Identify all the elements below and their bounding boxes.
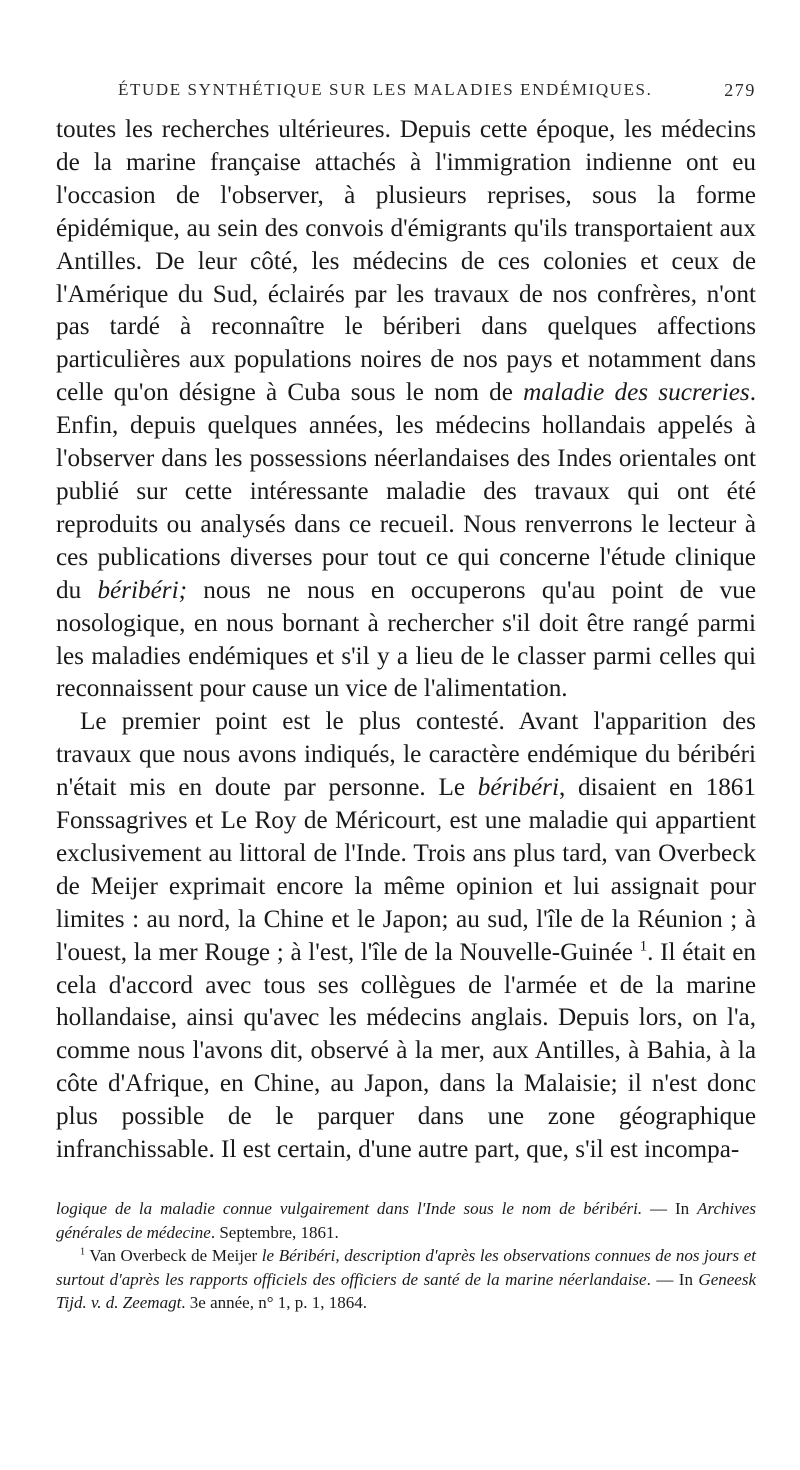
footnote-1-text-b: . 3e année, n° 1, p. 1, 1864. xyxy=(181,1293,368,1313)
paragraph-1-text-c: nous ne nous en occuperons qu'au point de vue nosologique, en nous bornant à rechercher s'il doit être rangé parmi les maladies endémiques et s'il y a lieu de le classer parmi celles qui reconnaissent pour cause un vice de l'alimentation. xyxy=(56,576,757,703)
footnote-1-author: Van Overbeck de Meijer xyxy=(85,1246,262,1266)
paragraph-2-text-c: . Il était en cela d'accord avec tous ses collègues de l'armée et de la marine hollandaise, ainsi qu'avec les médecins anglais. Depuis lors, on l'a, comme nous l'avons dit, observé à la mer, aux Antilles, à Bahia, à la côte d'Afrique, en Chine, au Japon, dans la Malaisie; il n'est donc plus possible de le parquer dans une zone géographique infranchissable. Il est certain, d'une autre part, que, s'il est incompa- xyxy=(56,938,756,1164)
running-title: ÉTUDE SYNTHÉTIQUE SUR LES MALADIES ENDÉMIQUES. xyxy=(118,80,653,99)
paragraph-2-text-a: Le premier point est le plus contesté. Avant l'apparition des travaux que nous avons indiqués, le caractère endémique du béribéri n'était mis en doute par personne. Le xyxy=(56,708,756,802)
running-header xyxy=(56,78,756,106)
footnote-cont-text-b: . Septembre, 1861. xyxy=(210,1222,339,1242)
page-number: 279 xyxy=(724,80,756,100)
italic-term-maladie-des-sucreries: maladie des sucreries xyxy=(523,379,750,407)
footnote-cont-journal: Archives générales de médecine xyxy=(56,1199,756,1242)
footnote-continuation xyxy=(56,1197,756,1244)
footnote-1-marker: 1 xyxy=(80,1246,86,1258)
footnote-ref-1[interactable]: 1 xyxy=(639,938,648,955)
footnote-1-text-a: . — In xyxy=(646,1269,699,1289)
footnote-cont-title: logique de la maladie connue vulgairement dans l'Inde sous le nom de béribéri. xyxy=(56,1199,643,1218)
footnote-1-title: le Béribéri, description d'après les observations connues de nos jours et surtout d'après les rapports officiels des officiers de santé de la marine néerlandaise xyxy=(56,1246,756,1289)
paragraph-1-text-b: . Enfin, depuis quelques années, les médecins hollandais appelés à l'observer dans les possessions néerlandaises des Indes orientales ont publié sur cette intéressante maladie des travaux qui ont été reproduits ou analysés dans ce recueil. Nous renverrons le lecteur à ces publications diverses pour tout ce qui concerne l'étude clinique du xyxy=(56,379,756,604)
main-text xyxy=(56,114,756,1167)
paragraph-2-text-b: , disaient en 1861 Fonssagrives et Le Roy de Méricourt, est une maladie qui appartient exclusivement au littoral de l'Inde. Trois ans plus tard, van Overbeck de Meijer exprimait encore la même opinion et lui assignait pour limites : au nord, la Chine et le Japon; au sud, l'île de la Réunion ; à l'ouest, la mer Rouge ; à l'est, l'île de la Nouvelle-Guinée xyxy=(56,774,756,966)
paragraph-2 xyxy=(56,706,756,1167)
italic-term-beriberi-2: béribéri xyxy=(477,774,559,802)
paragraph-1-text-a: toutes les recherches ultérieures. Depuis cette époque, les médecins de la marine française attachés à l'immigration indienne ont eu l'occasion de l'observer, à plusieurs reprises, sous la forme épidémique, au sein des convois d'émigrants qu'ils transportaient aux Antilles. De leur côté, les médecins de ces colonies et ceux de l'Amérique du Sud, éclairés par les travaux de nos confrères, n'ont pas tardé à reconnaître le bériberi dans quelques affections particulières aux populations noires de nos pays et notamment dans celle qu'on désigne à Cuba sous le nom de xyxy=(56,116,756,407)
footnote-1 xyxy=(56,1244,756,1315)
italic-term-beriberi: béribéri; xyxy=(97,576,187,604)
book-page xyxy=(56,78,756,1315)
paragraph-1 xyxy=(56,114,756,706)
footnotes xyxy=(56,1197,756,1315)
footnote-cont-text-a: — In xyxy=(642,1199,698,1218)
footnote-1-journal: Geneesk Tijd. v. d. Zeemagt xyxy=(56,1269,756,1313)
